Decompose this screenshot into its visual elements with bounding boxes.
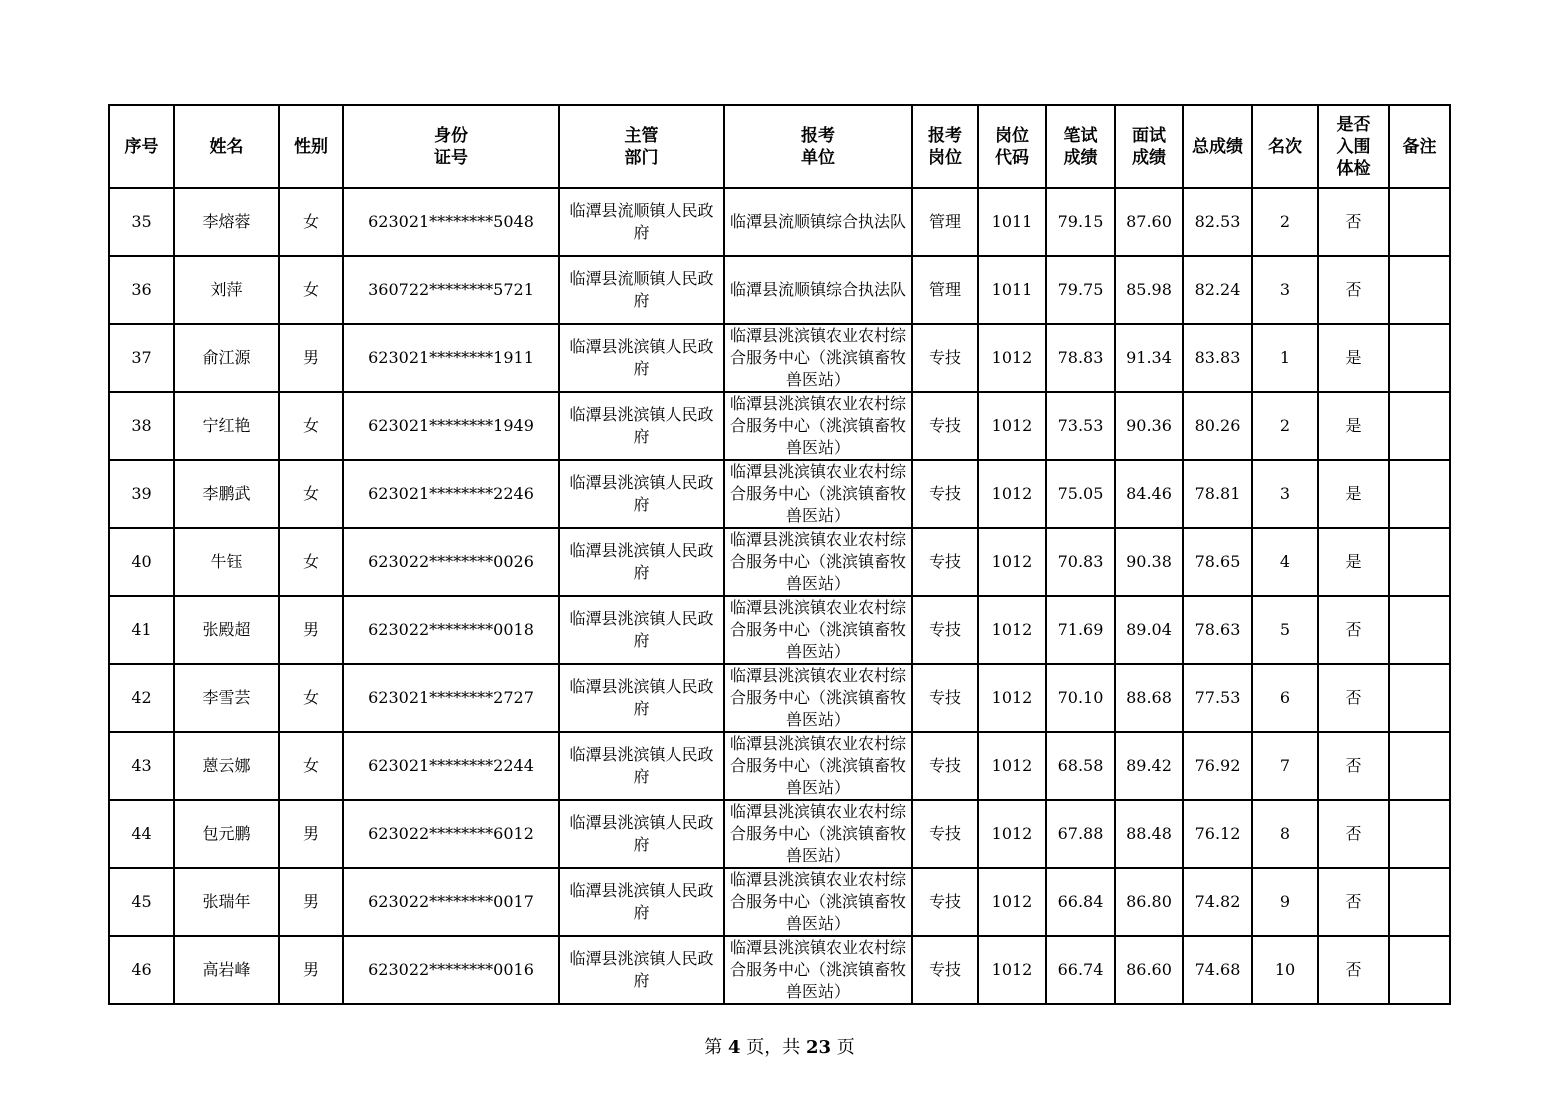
cell-position: 专技 xyxy=(912,392,978,460)
cell-position-code: 1012 xyxy=(978,868,1046,936)
cell-gender: 女 xyxy=(279,392,343,460)
cell-position: 专技 xyxy=(912,460,978,528)
cell-name: 李鹏武 xyxy=(174,460,279,528)
cell-seq: 36 xyxy=(109,256,174,324)
cell-department: 临潭县洮滨镇人民政府 xyxy=(559,868,724,936)
cell-seq: 38 xyxy=(109,392,174,460)
cell-physical-exam: 否 xyxy=(1318,800,1389,868)
cell-position-code: 1011 xyxy=(978,256,1046,324)
cell-id-number: 623022********0018 xyxy=(343,596,559,664)
cell-position-code: 1012 xyxy=(978,324,1046,392)
footer-suffix: 页 xyxy=(836,1037,855,1058)
cell-written-score: 70.10 xyxy=(1046,664,1115,732)
page-footer xyxy=(0,1033,1559,1059)
table-body xyxy=(109,188,1450,1004)
cell-department: 临潭县洮滨镇人民政府 xyxy=(559,732,724,800)
cell-name: 蒽云娜 xyxy=(174,732,279,800)
table-row xyxy=(109,392,1450,460)
header-label: 面试成绩 xyxy=(1131,125,1166,168)
cell-remarks xyxy=(1389,936,1450,1004)
header-interview-score xyxy=(1115,105,1183,188)
cell-gender: 男 xyxy=(279,868,343,936)
cell-remarks xyxy=(1389,188,1450,256)
cell-written-score: 70.83 xyxy=(1046,528,1115,596)
cell-remarks xyxy=(1389,324,1450,392)
cell-department: 临潭县洮滨镇人民政府 xyxy=(559,800,724,868)
cell-seq: 45 xyxy=(109,868,174,936)
cell-gender: 女 xyxy=(279,732,343,800)
cell-rank: 6 xyxy=(1252,664,1318,732)
cell-position: 管理 xyxy=(912,188,978,256)
cell-remarks xyxy=(1389,528,1450,596)
cell-name: 宁红艳 xyxy=(174,392,279,460)
cell-total-score: 82.53 xyxy=(1183,188,1252,256)
cell-position-code: 1012 xyxy=(978,936,1046,1004)
cell-position-code: 1012 xyxy=(978,800,1046,868)
cell-gender: 女 xyxy=(279,528,343,596)
cell-written-score: 66.74 xyxy=(1046,936,1115,1004)
header-label: 是否入围体检 xyxy=(1336,114,1371,179)
cell-id-number: 623021********1949 xyxy=(343,392,559,460)
cell-position: 专技 xyxy=(912,800,978,868)
cell-physical-exam: 否 xyxy=(1318,596,1389,664)
cell-unit: 临潭县洮滨镇农业农村综合服务中心（洮滨镇畜牧兽医站） xyxy=(724,324,912,392)
cell-gender: 男 xyxy=(279,936,343,1004)
cell-position-code: 1012 xyxy=(978,528,1046,596)
cell-rank: 7 xyxy=(1252,732,1318,800)
cell-unit: 临潭县洮滨镇农业农村综合服务中心（洮滨镇畜牧兽医站） xyxy=(724,800,912,868)
cell-remarks xyxy=(1389,392,1450,460)
cell-seq: 37 xyxy=(109,324,174,392)
cell-physical-exam: 否 xyxy=(1318,732,1389,800)
cell-total-score: 78.81 xyxy=(1183,460,1252,528)
cell-physical-exam: 是 xyxy=(1318,324,1389,392)
table-row xyxy=(109,256,1450,324)
cell-interview-score: 90.38 xyxy=(1115,528,1183,596)
cell-gender: 女 xyxy=(279,664,343,732)
cell-remarks xyxy=(1389,664,1450,732)
header-written-score xyxy=(1046,105,1115,188)
cell-seq: 43 xyxy=(109,732,174,800)
cell-unit: 临潭县流顺镇综合执法队 xyxy=(724,256,912,324)
footer-middle: 页，共 xyxy=(746,1037,801,1058)
footer-prefix: 第 xyxy=(704,1037,723,1058)
table-row xyxy=(109,528,1450,596)
cell-rank: 4 xyxy=(1252,528,1318,596)
cell-name: 李熔蓉 xyxy=(174,188,279,256)
cell-name: 包元鹏 xyxy=(174,800,279,868)
cell-total-score: 80.26 xyxy=(1183,392,1252,460)
cell-position-code: 1012 xyxy=(978,596,1046,664)
cell-rank: 2 xyxy=(1252,188,1318,256)
cell-unit: 临潭县洮滨镇农业农村综合服务中心（洮滨镇畜牧兽医站） xyxy=(724,528,912,596)
cell-written-score: 79.75 xyxy=(1046,256,1115,324)
cell-interview-score: 87.60 xyxy=(1115,188,1183,256)
cell-total-score: 78.65 xyxy=(1183,528,1252,596)
cell-seq: 46 xyxy=(109,936,174,1004)
cell-seq: 42 xyxy=(109,664,174,732)
cell-unit: 临潭县洮滨镇农业农村综合服务中心（洮滨镇畜牧兽医站） xyxy=(724,664,912,732)
cell-written-score: 78.83 xyxy=(1046,324,1115,392)
cell-total-score: 76.92 xyxy=(1183,732,1252,800)
current-page-number: 4 xyxy=(727,1037,741,1058)
cell-physical-exam: 否 xyxy=(1318,664,1389,732)
cell-unit: 临潭县洮滨镇农业农村综合服务中心（洮滨镇畜牧兽医站） xyxy=(724,936,912,1004)
cell-physical-exam: 否 xyxy=(1318,936,1389,1004)
cell-rank: 10 xyxy=(1252,936,1318,1004)
cell-name: 张瑞年 xyxy=(174,868,279,936)
cell-rank: 9 xyxy=(1252,868,1318,936)
cell-department: 临潭县洮滨镇人民政府 xyxy=(559,392,724,460)
cell-id-number: 623022********0016 xyxy=(343,936,559,1004)
cell-id-number: 623021********1911 xyxy=(343,324,559,392)
cell-total-score: 82.24 xyxy=(1183,256,1252,324)
cell-position: 专技 xyxy=(912,732,978,800)
cell-seq: 35 xyxy=(109,188,174,256)
cell-position-code: 1012 xyxy=(978,732,1046,800)
table-row xyxy=(109,460,1450,528)
cell-position-code: 1012 xyxy=(978,392,1046,460)
cell-unit: 临潭县洮滨镇农业农村综合服务中心（洮滨镇畜牧兽医站） xyxy=(724,596,912,664)
cell-name: 李雪芸 xyxy=(174,664,279,732)
cell-id-number: 623021********2727 xyxy=(343,664,559,732)
cell-position: 管理 xyxy=(912,256,978,324)
cell-gender: 男 xyxy=(279,596,343,664)
cell-remarks xyxy=(1389,800,1450,868)
cell-unit: 临潭县流顺镇综合执法队 xyxy=(724,188,912,256)
cell-rank: 2 xyxy=(1252,392,1318,460)
cell-rank: 8 xyxy=(1252,800,1318,868)
header-label: 总成绩 xyxy=(1192,136,1243,157)
cell-physical-exam: 否 xyxy=(1318,868,1389,936)
cell-name: 刘萍 xyxy=(174,256,279,324)
table-row xyxy=(109,188,1450,256)
table-row xyxy=(109,664,1450,732)
cell-department: 临潭县洮滨镇人民政府 xyxy=(559,324,724,392)
header-label: 姓名 xyxy=(209,136,244,157)
cell-interview-score: 88.68 xyxy=(1115,664,1183,732)
cell-written-score: 66.84 xyxy=(1046,868,1115,936)
cell-total-score: 74.82 xyxy=(1183,868,1252,936)
cell-written-score: 79.15 xyxy=(1046,188,1115,256)
cell-department: 临潭县洮滨镇人民政府 xyxy=(559,596,724,664)
header-department xyxy=(559,105,724,188)
cell-remarks xyxy=(1389,460,1450,528)
total-page-count: 23 xyxy=(805,1037,832,1058)
header-seq xyxy=(109,105,174,188)
cell-written-score: 71.69 xyxy=(1046,596,1115,664)
header-label: 笔试成绩 xyxy=(1063,125,1098,168)
cell-id-number: 623022********6012 xyxy=(343,800,559,868)
cell-gender: 男 xyxy=(279,324,343,392)
header-label: 身份证号 xyxy=(433,125,468,168)
cell-name: 俞江源 xyxy=(174,324,279,392)
cell-rank: 5 xyxy=(1252,596,1318,664)
cell-position: 专技 xyxy=(912,868,978,936)
header-label: 性别 xyxy=(294,136,328,157)
cell-id-number: 360722********5721 xyxy=(343,256,559,324)
cell-position-code: 1011 xyxy=(978,188,1046,256)
cell-physical-exam: 是 xyxy=(1318,392,1389,460)
cell-total-score: 76.12 xyxy=(1183,800,1252,868)
cell-unit: 临潭县洮滨镇农业农村综合服务中心（洮滨镇畜牧兽医站） xyxy=(724,732,912,800)
header-position-code xyxy=(978,105,1046,188)
cell-department: 临潭县洮滨镇人民政府 xyxy=(559,936,724,1004)
cell-name: 牛钰 xyxy=(174,528,279,596)
cell-position-code: 1012 xyxy=(978,664,1046,732)
cell-rank: 3 xyxy=(1252,256,1318,324)
cell-unit: 临潭县洮滨镇农业农村综合服务中心（洮滨镇畜牧兽医站） xyxy=(724,460,912,528)
cell-name: 张殿超 xyxy=(174,596,279,664)
header-label: 报考岗位 xyxy=(927,125,962,168)
cell-rank: 1 xyxy=(1252,324,1318,392)
cell-department: 临潭县洮滨镇人民政府 xyxy=(559,664,724,732)
cell-id-number: 623022********0026 xyxy=(343,528,559,596)
header-physical-exam xyxy=(1318,105,1389,188)
cell-interview-score: 89.04 xyxy=(1115,596,1183,664)
cell-interview-score: 89.42 xyxy=(1115,732,1183,800)
cell-total-score: 78.63 xyxy=(1183,596,1252,664)
cell-remarks xyxy=(1389,868,1450,936)
cell-physical-exam: 否 xyxy=(1318,256,1389,324)
header-name xyxy=(174,105,279,188)
cell-seq: 39 xyxy=(109,460,174,528)
cell-remarks xyxy=(1389,732,1450,800)
header-id-number xyxy=(343,105,559,188)
score-table xyxy=(108,104,1451,1005)
cell-interview-score: 84.46 xyxy=(1115,460,1183,528)
cell-interview-score: 88.48 xyxy=(1115,800,1183,868)
cell-position: 专技 xyxy=(912,664,978,732)
table-row xyxy=(109,732,1450,800)
cell-department: 临潭县洮滨镇人民政府 xyxy=(559,528,724,596)
cell-id-number: 623022********0017 xyxy=(343,868,559,936)
cell-gender: 女 xyxy=(279,188,343,256)
header-label: 报考单位 xyxy=(800,125,835,168)
cell-id-number: 623021********2246 xyxy=(343,460,559,528)
cell-interview-score: 85.98 xyxy=(1115,256,1183,324)
cell-department: 临潭县流顺镇人民政府 xyxy=(559,188,724,256)
cell-position-code: 1012 xyxy=(978,460,1046,528)
cell-physical-exam: 是 xyxy=(1318,460,1389,528)
cell-written-score: 75.05 xyxy=(1046,460,1115,528)
header-label: 名次 xyxy=(1268,136,1302,157)
header-label: 主管部门 xyxy=(624,125,659,168)
cell-total-score: 77.53 xyxy=(1183,664,1252,732)
cell-remarks xyxy=(1389,256,1450,324)
cell-physical-exam: 否 xyxy=(1318,188,1389,256)
cell-gender: 女 xyxy=(279,256,343,324)
header-rank xyxy=(1252,105,1318,188)
cell-written-score: 67.88 xyxy=(1046,800,1115,868)
header-label: 岗位代码 xyxy=(994,125,1029,168)
cell-interview-score: 86.60 xyxy=(1115,936,1183,1004)
cell-seq: 40 xyxy=(109,528,174,596)
cell-written-score: 73.53 xyxy=(1046,392,1115,460)
cell-gender: 女 xyxy=(279,460,343,528)
cell-interview-score: 91.34 xyxy=(1115,324,1183,392)
cell-rank: 3 xyxy=(1252,460,1318,528)
cell-interview-score: 90.36 xyxy=(1115,392,1183,460)
cell-position: 专技 xyxy=(912,596,978,664)
header-position xyxy=(912,105,978,188)
header-total-score xyxy=(1183,105,1252,188)
cell-department: 临潭县洮滨镇人民政府 xyxy=(559,460,724,528)
table-row xyxy=(109,596,1450,664)
cell-id-number: 623021********5048 xyxy=(343,188,559,256)
header-label: 序号 xyxy=(124,136,159,157)
cell-physical-exam: 是 xyxy=(1318,528,1389,596)
cell-id-number: 623021********2244 xyxy=(343,732,559,800)
cell-total-score: 74.68 xyxy=(1183,936,1252,1004)
header-gender xyxy=(279,105,343,188)
table-row xyxy=(109,936,1450,1004)
cell-seq: 41 xyxy=(109,596,174,664)
header-label: 备注 xyxy=(1402,136,1437,157)
table-header-row xyxy=(109,105,1450,188)
cell-name: 高岩峰 xyxy=(174,936,279,1004)
cell-position: 专技 xyxy=(912,936,978,1004)
header-unit xyxy=(724,105,912,188)
cell-gender: 男 xyxy=(279,800,343,868)
header-remarks xyxy=(1389,105,1450,188)
cell-position: 专技 xyxy=(912,324,978,392)
cell-written-score: 68.58 xyxy=(1046,732,1115,800)
table-row xyxy=(109,324,1450,392)
cell-total-score: 83.83 xyxy=(1183,324,1252,392)
table-row xyxy=(109,868,1450,936)
cell-interview-score: 86.80 xyxy=(1115,868,1183,936)
cell-remarks xyxy=(1389,596,1450,664)
cell-unit: 临潭县洮滨镇农业农村综合服务中心（洮滨镇畜牧兽医站） xyxy=(724,868,912,936)
cell-position: 专技 xyxy=(912,528,978,596)
cell-seq: 44 xyxy=(109,800,174,868)
table-row xyxy=(109,800,1450,868)
cell-department: 临潭县流顺镇人民政府 xyxy=(559,256,724,324)
cell-unit: 临潭县洮滨镇农业农村综合服务中心（洮滨镇畜牧兽医站） xyxy=(724,392,912,460)
